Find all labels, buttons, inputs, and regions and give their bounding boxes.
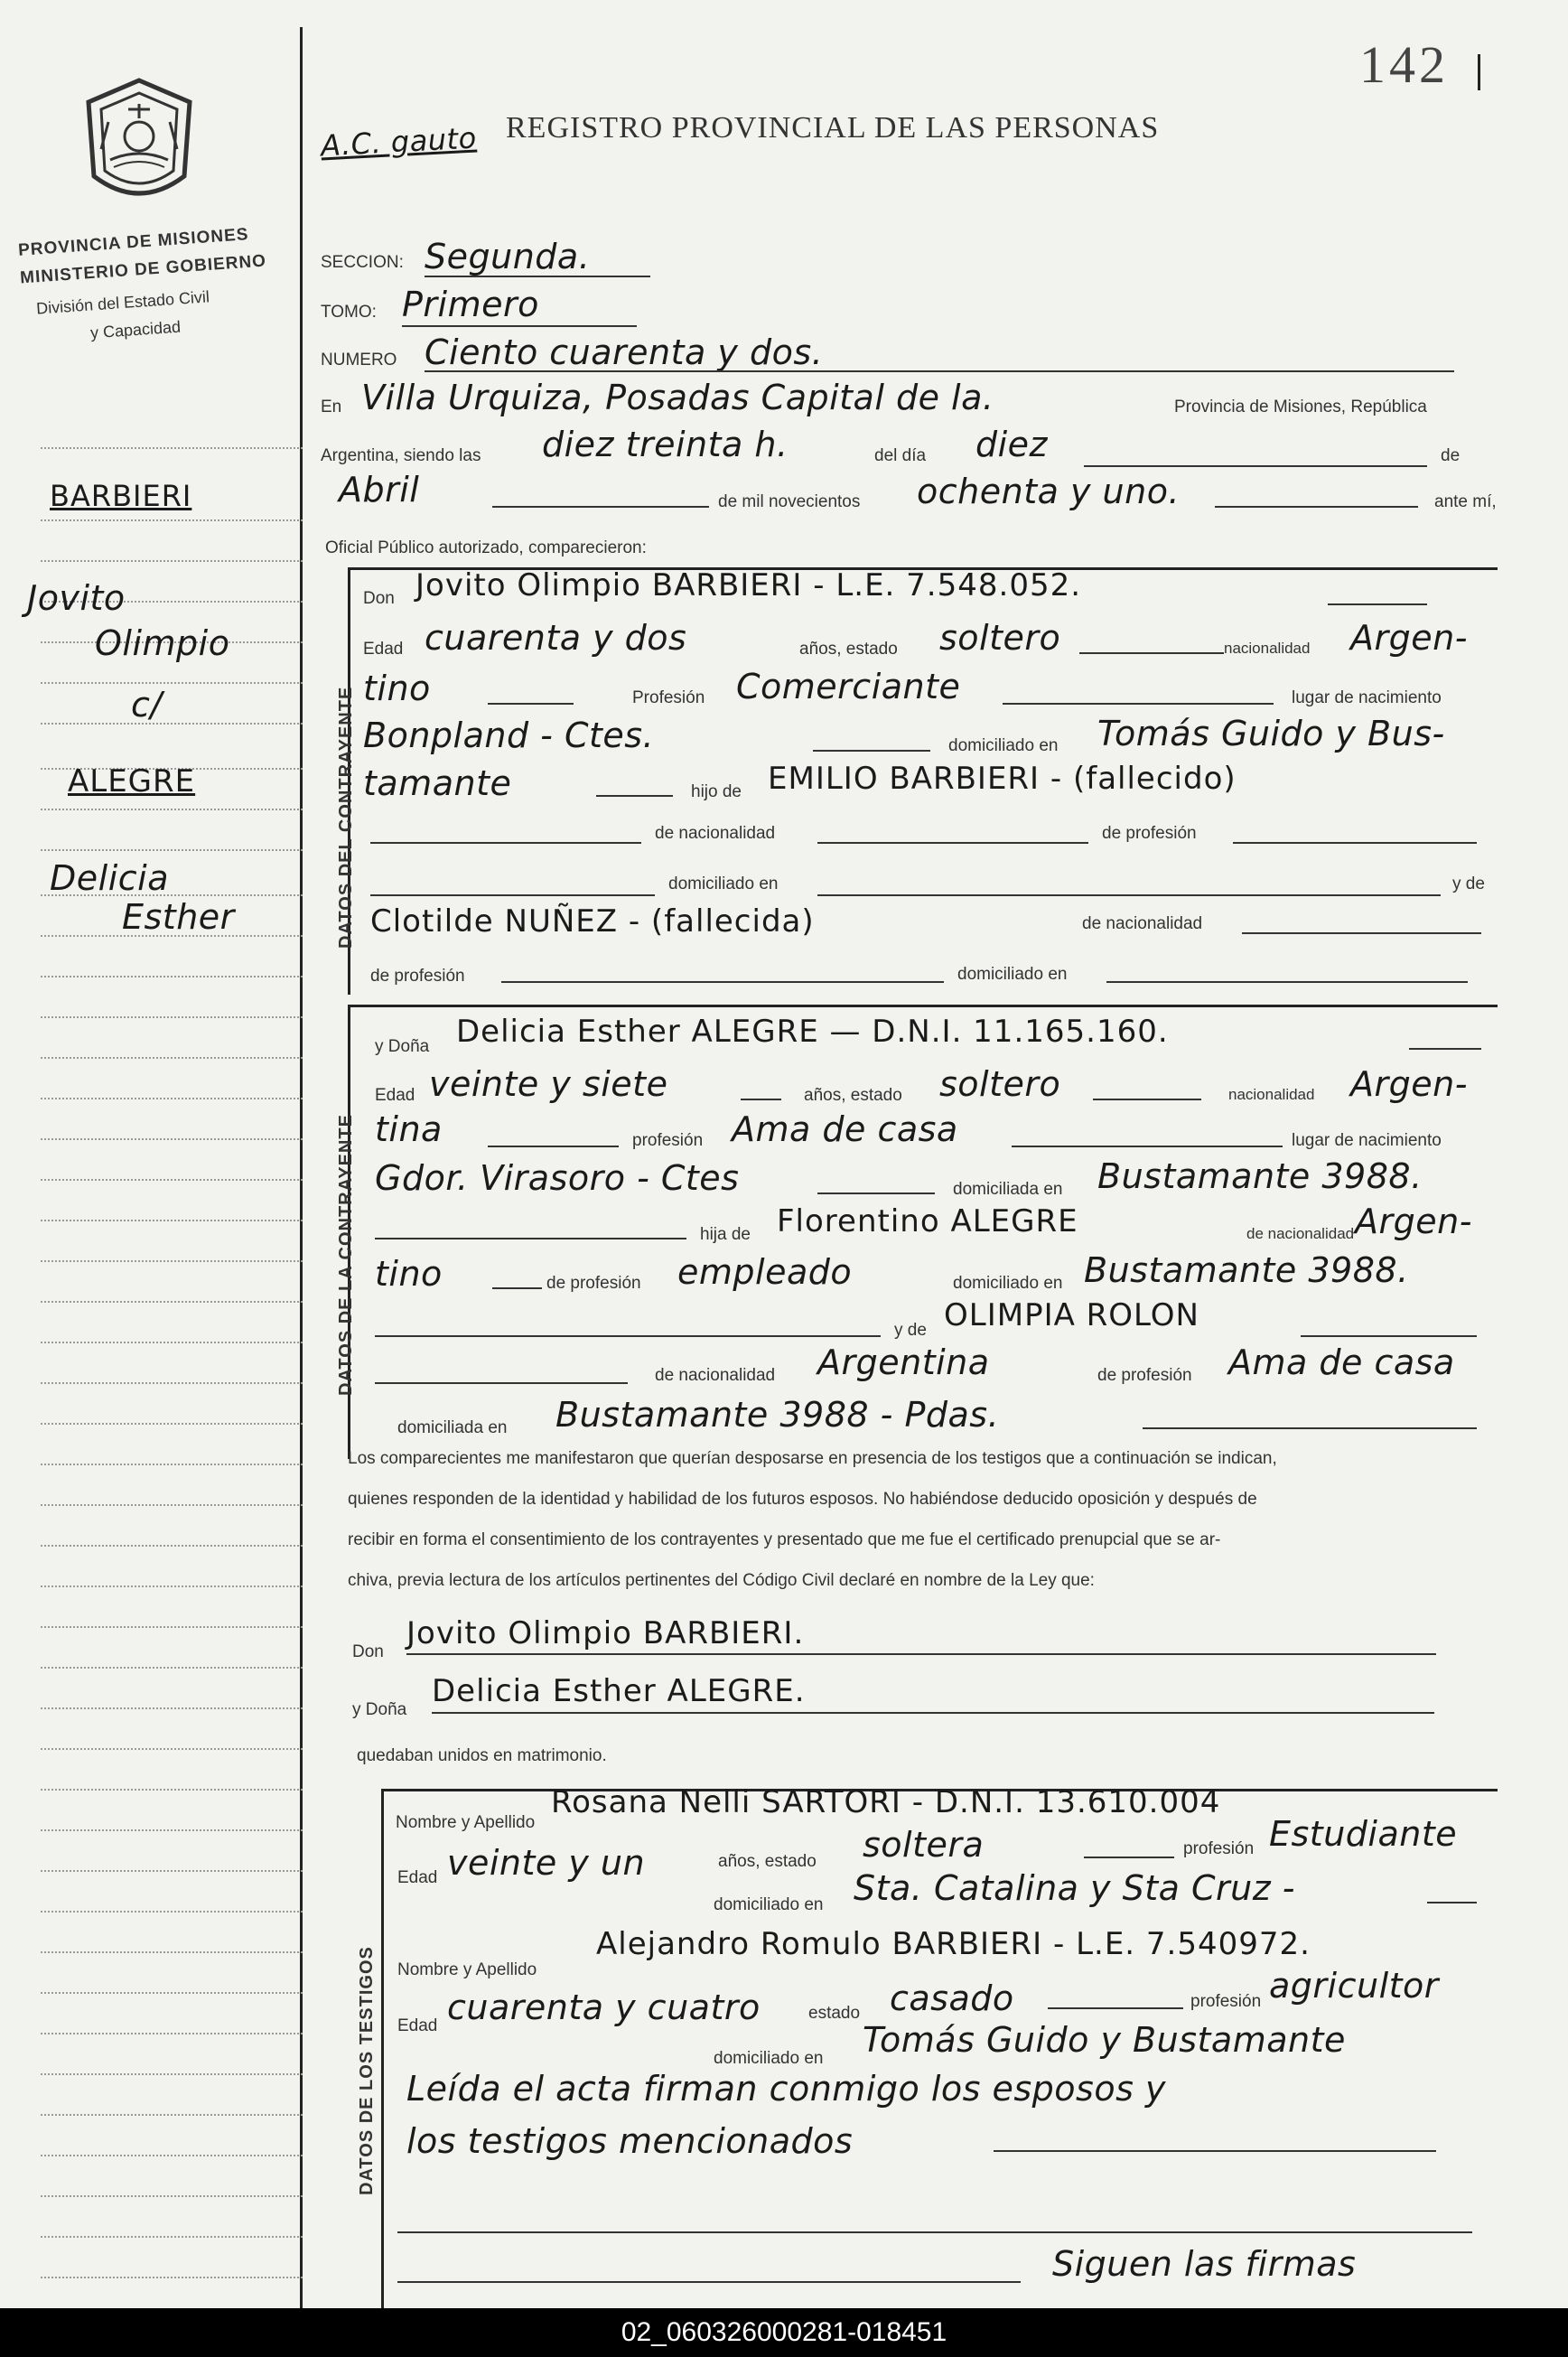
margin-dotted-line — [41, 1870, 303, 1872]
margin-dotted-line — [41, 560, 303, 562]
margin-dotted-line — [41, 1545, 303, 1547]
rule — [375, 1335, 881, 1337]
margin-dotted-line — [41, 1057, 303, 1059]
profesion-label-2: profesión — [632, 1131, 704, 1150]
rule — [1012, 1146, 1283, 1147]
scan-code: 02_060326000281-018451 — [621, 2317, 947, 2347]
t2-domiciliado-label: domiciliado en — [714, 2049, 824, 2068]
contrayente-section-label: DATOS DEL CONTRAYENTE — [336, 686, 356, 949]
margin-dotted-line — [41, 1342, 303, 1343]
margin-dotted-line — [41, 1138, 303, 1140]
rule — [432, 1712, 1434, 1714]
org-line-1: PROVINCIA DE MISIONES — [17, 225, 250, 260]
tomo-label: TOMO: — [321, 303, 377, 322]
margin-dotted-line — [41, 519, 303, 521]
margin-dotted-line — [41, 1667, 303, 1669]
contrayenta-estado: soltero — [939, 1064, 1061, 1104]
rule — [1093, 1099, 1201, 1100]
rule — [402, 325, 637, 327]
margin-dotted-line — [41, 2277, 303, 2278]
madre-dom-label: domiciliada en — [397, 1418, 508, 1437]
declaration-line-3: recibir en forma el consentimiento de los contrayentes y presentado que me fue el certificado prenupcial que se ar- — [348, 1530, 1221, 1549]
anios-estado-label: años, estado — [799, 640, 898, 659]
contrayenta-padre: Florentino ALEGRE — [777, 1203, 1078, 1239]
rule — [1242, 932, 1481, 934]
seccion-label: SECCION: — [321, 253, 404, 272]
testigo-1-profesion: Estudiante — [1269, 1814, 1458, 1854]
margin-dotted-line — [41, 1098, 303, 1099]
y-de-label-2: y de — [894, 1321, 927, 1340]
contrayente-padre: EMILIO BARBIERI - (fallecido) — [768, 761, 1237, 797]
padre-nac-b: tino — [375, 1254, 443, 1294]
margin-dotted-line — [41, 1260, 303, 1262]
don-label: Don — [363, 589, 395, 608]
closing-line-1: Leída el acta firman conmigo los esposos y — [406, 2069, 1166, 2109]
declaration-line-1: Los comparecientes me manifestaron que querían desposarse en presencia de los testigos que a continuación se indican, — [348, 1449, 1277, 1468]
lugar-label: lugar de nacimiento — [1292, 688, 1442, 707]
testigo-1-domicilio: Sta. Catalina y Sta Cruz - — [854, 1868, 1295, 1908]
mes-value: Abril — [339, 470, 420, 510]
contrayente-lugar: Bonpland - Ctes. — [363, 716, 655, 755]
rule — [370, 842, 641, 844]
margin-dotted-line — [41, 1179, 303, 1181]
seccion-value: Segunda. — [425, 237, 591, 276]
rule — [406, 1653, 1436, 1655]
en-label: En — [321, 398, 342, 416]
contrayenta-lugar: Gdor. Virasoro - Ctes — [375, 1158, 740, 1198]
margin-dotted-line — [41, 723, 303, 725]
rule — [817, 842, 1088, 844]
t1-edad-label: Edad — [397, 1868, 438, 1887]
rule — [492, 506, 709, 508]
rule — [1106, 981, 1468, 983]
rule — [1409, 1048, 1481, 1050]
del-dia-label: del día — [874, 446, 927, 465]
org-line-3: División del Estado Civil — [35, 287, 210, 318]
numero-value: Ciento cuarenta y dos. — [425, 332, 824, 372]
org-line-2: MINISTERIO DE GOBIERNO — [19, 251, 267, 288]
dia-value: diez — [975, 425, 1049, 464]
de-nacionalidad-label: de nacionalidad — [655, 824, 776, 843]
margin-dotted-line — [41, 849, 303, 851]
rule — [1048, 2007, 1183, 2009]
margin-dotted-line — [41, 1464, 303, 1465]
contrayenta-section-label: DATOS DE LA CONTRAYENTE — [336, 1114, 356, 1396]
provincia-text: Provincia de Misiones, República — [1174, 398, 1427, 416]
testigo-2-edad: cuarenta y cuatro — [447, 1988, 761, 2027]
de-label: de — [1441, 446, 1461, 465]
edad-label: Edad — [363, 640, 404, 659]
contrayente-dom-b: tamante — [363, 763, 512, 803]
y-de-label: y de — [1452, 875, 1485, 893]
anio-value: ochenta y uno. — [917, 472, 1181, 511]
lugar-label-2: lugar de nacimiento — [1292, 1131, 1442, 1150]
rule — [501, 981, 944, 983]
rule — [375, 1238, 686, 1239]
de-nacionalidad-label-2: de nacionalidad — [1082, 914, 1203, 933]
contrayente-name: Jovito Olimpio BARBIERI - L.E. 7.548.052. — [415, 567, 1082, 603]
rule — [813, 750, 930, 752]
margin-dotted-line — [41, 2195, 303, 2197]
rule — [397, 2281, 1021, 2283]
margin-given-2b: Esther — [122, 897, 235, 937]
folio-number: 142 — [1359, 35, 1449, 94]
testigo-2-estado: casado — [890, 1978, 1014, 2018]
testigos-section-label: DATOS DE LOS TESTIGOS — [357, 1946, 377, 2195]
margin-dotted-line — [41, 1911, 303, 1913]
t2-edad-label: Edad — [397, 2016, 438, 2035]
margin-dotted-line — [41, 2073, 303, 2075]
margin-dotted-line — [41, 1301, 303, 1303]
contrayente-nac-a: Argen- — [1350, 618, 1468, 658]
declaration-line-4: chiva, previa lectura de los artículos pertinentes del Código Civil declaré en nombre de la Ley que: — [348, 1571, 1095, 1590]
rule — [1003, 703, 1274, 705]
rule — [1328, 603, 1427, 605]
provincial-seal-icon — [83, 77, 196, 212]
margin-given-1a: Jovito — [27, 578, 126, 618]
rule — [375, 1382, 628, 1384]
rule — [397, 2231, 1472, 2233]
siguen-las-firmas: Siguen las firmas — [1052, 2244, 1357, 2284]
padre-dom-label: domiciliado en — [953, 1274, 1063, 1293]
de-profesion-label-2: de profesión — [370, 967, 465, 986]
oficial-text: Oficial Público autorizado, comparecieron: — [325, 538, 647, 557]
t2-profesion-label: profesión — [1190, 1992, 1262, 2011]
rule — [370, 894, 655, 896]
document-title: REGISTRO PROVINCIAL DE LAS PERSONAS — [506, 111, 1160, 145]
contrayente-madre: Clotilde NUÑEZ - (fallecida) — [370, 903, 815, 940]
margin-dotted-line — [41, 447, 303, 449]
rule — [425, 370, 1454, 372]
testigo-2-name: Alejandro Romulo BARBIERI - L.E. 7.540972. — [596, 1926, 1311, 1962]
rule — [1215, 506, 1418, 508]
t1-nombre-label: Nombre y Apellido — [396, 1813, 536, 1832]
margin-dotted-line — [41, 2033, 303, 2034]
de-nacionalidad-label-3: de nacionalidad — [1246, 1225, 1355, 1242]
domiciliado-label: domiciliado en — [948, 736, 1059, 755]
folio-rule — [1478, 54, 1480, 90]
rule — [817, 1193, 935, 1194]
padre-profesion: empleado — [677, 1252, 853, 1292]
margin-dotted-line — [41, 1707, 303, 1709]
rule — [1084, 1857, 1174, 1858]
declaration-line-2: quienes responden de la identidad y habilidad de los futuros esposos. No habiéndose deducido oposición y después de — [348, 1490, 1257, 1509]
rule — [488, 703, 574, 705]
madre-prof-label: de profesión — [1097, 1366, 1192, 1385]
scan-footer — [0, 2308, 1568, 2357]
en-value: Villa Urquiza, Posadas Capital de la. — [361, 378, 994, 417]
margin-conjunction: c/ — [131, 685, 163, 725]
t2-nombre-label: Nombre y Apellido — [397, 1960, 537, 1979]
contrayenta-nac-a: Argen- — [1350, 1064, 1468, 1104]
margin-dotted-line — [41, 1992, 303, 1994]
margin-dotted-line — [41, 1220, 303, 1221]
hijo-label: hijo de — [691, 782, 742, 801]
domiciliada-label: domiciliada en — [953, 1180, 1063, 1199]
rule — [741, 1099, 781, 1100]
margin-dotted-line — [41, 1748, 303, 1750]
argentina-label: Argentina, siendo las — [321, 446, 481, 465]
rule — [1301, 1335, 1477, 1337]
t2-estado-label: estado — [808, 2004, 861, 2023]
rule — [1427, 1902, 1477, 1903]
numero-label: NUMERO — [321, 351, 397, 369]
decl-dona-label: y Doña — [352, 1700, 407, 1719]
madre-nacionalidad: Argentina — [817, 1342, 990, 1382]
madre-domicilio: Bustamante 3988 - Pdas. — [555, 1395, 1000, 1435]
org-line-4: y Capacidad — [89, 317, 182, 342]
rule — [596, 795, 673, 797]
margin-dotted-line — [41, 1789, 303, 1791]
ante-mi: ante mí, — [1434, 492, 1497, 511]
t1-domiciliado-label: domiciliado en — [714, 1895, 824, 1914]
rule — [994, 2150, 1436, 2152]
margin-dotted-line — [41, 2236, 303, 2238]
rule — [817, 894, 1441, 896]
hora-value: diez treinta h. — [542, 425, 789, 464]
decl-don-name: Jovito Olimpio BARBIERI. — [406, 1615, 805, 1651]
contrayenta-profesion: Ama de casa — [732, 1109, 958, 1149]
rule — [1079, 652, 1224, 654]
rule — [492, 1287, 542, 1289]
decl-closing: quedaban unidos en matrimonio. — [357, 1746, 607, 1765]
madre-profesion: Ama de casa — [1228, 1342, 1455, 1382]
t1-anios-estado: años, estado — [718, 1852, 817, 1871]
testigo-2-profesion: agricultor — [1269, 1966, 1439, 2006]
margin-given-2a: Delicia — [50, 858, 169, 898]
margin-dotted-line — [41, 1951, 303, 1953]
profesion-label: Profesión — [632, 688, 705, 707]
rule — [1143, 1427, 1477, 1429]
contrayenta-name: Delicia Esther ALEGRE — D.N.I. 11.165.160. — [456, 1014, 1169, 1050]
closing-line-2: los testigos mencionados — [406, 2121, 854, 2161]
anios-estado-label-2: años, estado — [804, 1086, 902, 1105]
testigo-1-estado: soltera — [863, 1825, 985, 1865]
rule — [488, 1146, 619, 1147]
margin-dotted-line — [41, 2155, 303, 2156]
margin-rule — [300, 27, 303, 2308]
margin-dotted-line — [41, 1829, 303, 1831]
margin-given-1b: Olimpio — [95, 623, 230, 663]
hija-label: hija de — [700, 1225, 751, 1244]
contrayenta-edad: veinte y siete — [429, 1064, 668, 1104]
margin-dotted-line — [41, 1382, 303, 1384]
mil-label: de mil novecientos — [718, 492, 861, 511]
t1-profesion-label: profesión — [1183, 1839, 1255, 1858]
rule — [1084, 465, 1427, 467]
testigo-1-edad: veinte y un — [447, 1843, 646, 1883]
contrayente-edad: cuarenta y dos — [425, 618, 687, 658]
nacionalidad-label-2: nacionalidad — [1228, 1086, 1315, 1103]
tomo-value: Primero — [402, 285, 539, 324]
contrayente-profesion: Comerciante — [736, 667, 961, 706]
padre-nac-a: Argen- — [1355, 1202, 1472, 1241]
padre-domicilio: Bustamante 3988. — [1084, 1250, 1409, 1290]
domiciliado-en-label: domiciliado en — [668, 875, 779, 893]
de-profesion-label-3: de profesión — [546, 1274, 641, 1293]
clerk-annotation: A.C. gauto — [320, 120, 478, 164]
nacionalidad-label: nacionalidad — [1224, 640, 1311, 657]
domiciliado-en-label-2: domiciliado en — [957, 965, 1068, 984]
testigo-1-name: Rosana Nelli SARTORI - D.N.I. 13.610.004 — [551, 1784, 1221, 1820]
dona-label: y Doña — [375, 1037, 430, 1056]
contrayenta-nac-b: tina — [375, 1109, 443, 1149]
rule — [1233, 842, 1477, 844]
margin-dotted-line — [41, 1016, 303, 1018]
margin-surname-2: ALEGRE — [68, 763, 196, 800]
edad-label-2: Edad — [375, 1086, 415, 1105]
margin-dotted-line — [41, 976, 303, 977]
contrayente-nac-b: tino — [363, 669, 431, 708]
margin-dotted-line — [41, 1504, 303, 1506]
decl-don-label: Don — [352, 1642, 384, 1661]
rule — [425, 276, 650, 277]
margin-dotted-line — [41, 1585, 303, 1587]
decl-dona-name: Delicia Esther ALEGRE. — [432, 1673, 806, 1709]
contrayenta-domicilio: Bustamante 3988. — [1097, 1156, 1423, 1196]
de-profesion-label: de profesión — [1102, 824, 1197, 843]
margin-dotted-line — [41, 2114, 303, 2116]
margin-dotted-line — [41, 682, 303, 684]
declaration-paragraph — [348, 1438, 1486, 1601]
margin-surname-1: BARBIERI — [50, 479, 192, 513]
contrayenta-madre: OLIMPIA ROLON — [944, 1297, 1199, 1333]
margin-dotted-line — [41, 1626, 303, 1628]
contrayente-estado: soltero — [939, 618, 1061, 658]
contrayente-dom-a: Tomás Guido y Bus- — [1097, 714, 1445, 753]
margin-dotted-line — [41, 1423, 303, 1425]
testigo-2-domicilio: Tomás Guido y Bustamante — [863, 2020, 1346, 2060]
margin-dotted-line — [41, 809, 303, 810]
madre-nac-label: de nacionalidad — [655, 1366, 776, 1385]
